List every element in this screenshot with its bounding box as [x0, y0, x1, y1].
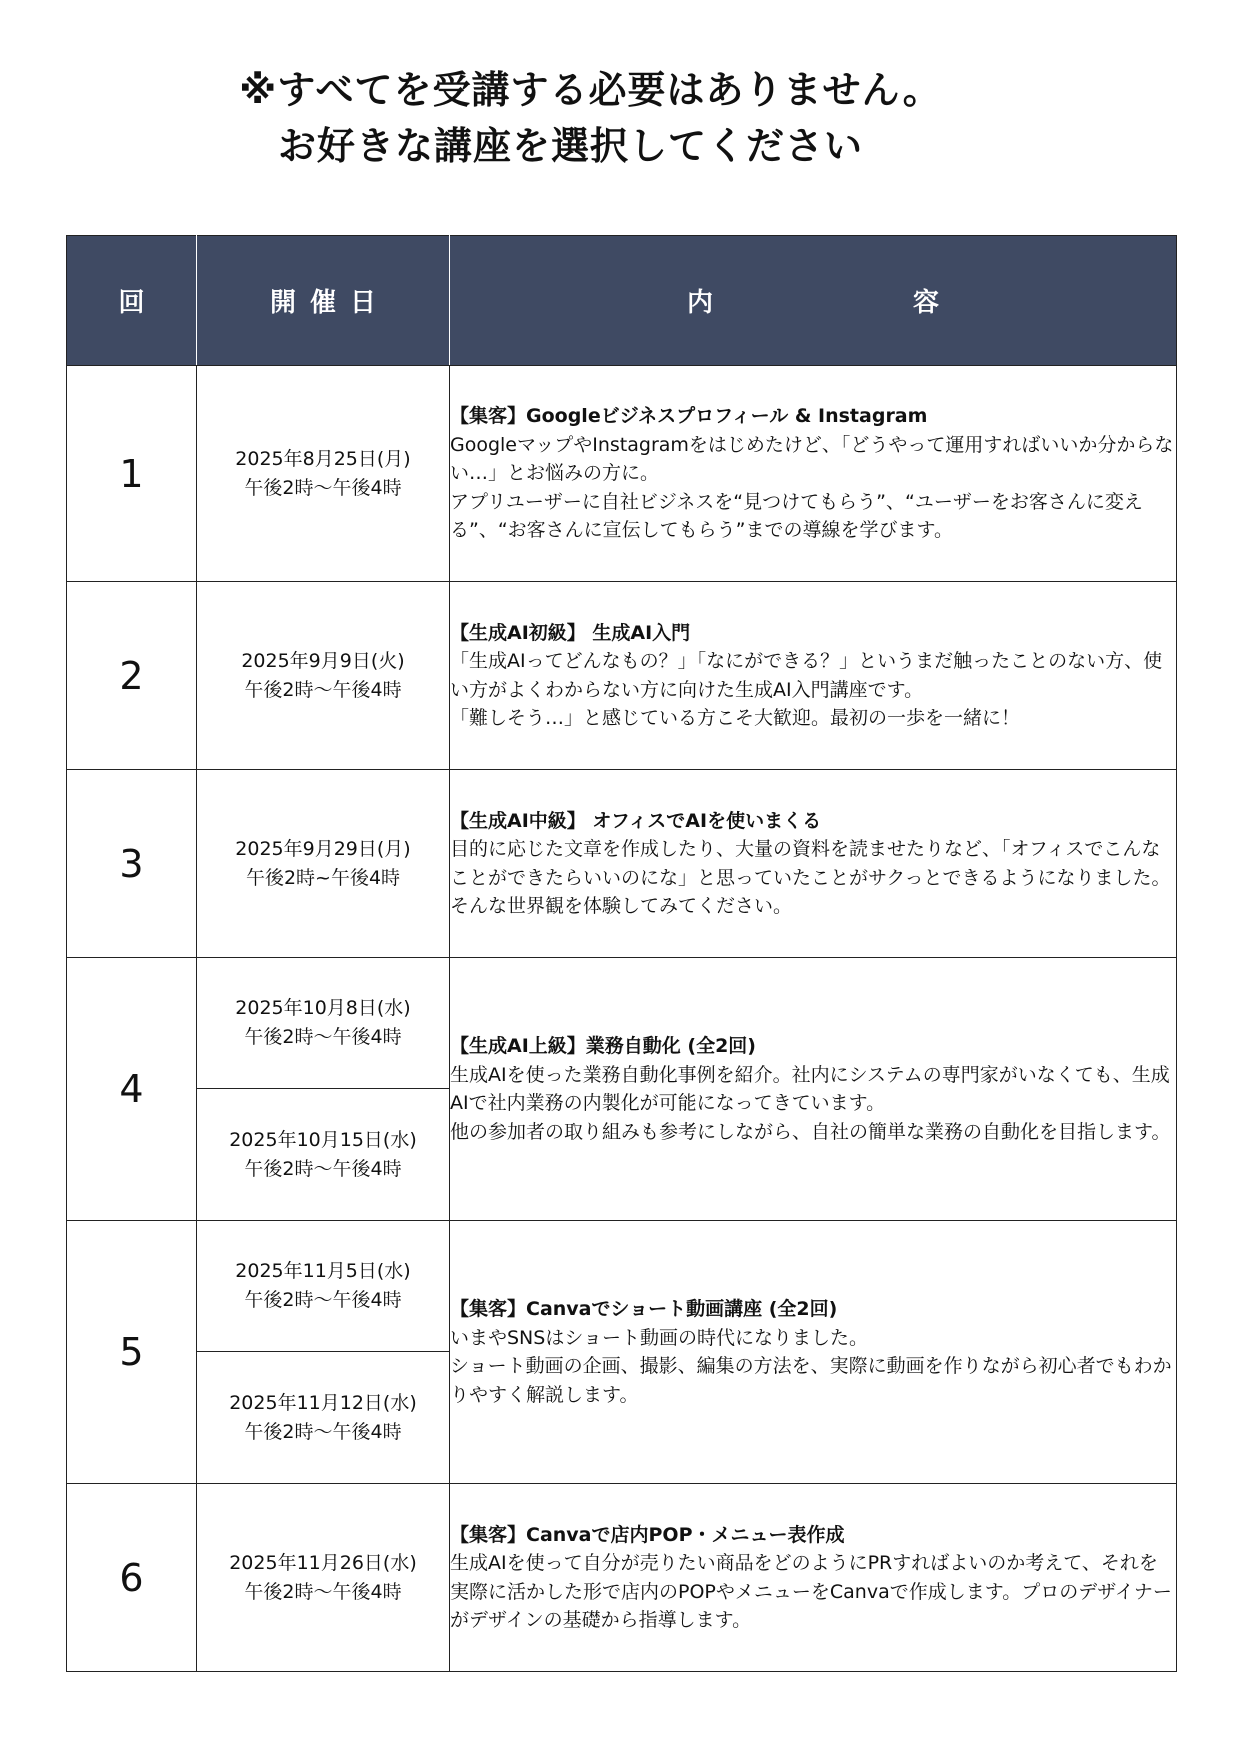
course-title: 【生成AI上級】業務自動化 (全2回)	[450, 1035, 756, 1057]
session-date: 2025年9月29日(月)	[235, 837, 411, 860]
course-description: 「生成AIってどんなもの？」「なにができる？」というまだ触ったことのない方、使い方がよくわからない方に向けた生成AI入門講座です。 「難しそう…」と感じている方こそ大歓迎。最初の一歩を一緒に！	[450, 650, 1163, 729]
session-date-cell	[197, 366, 450, 582]
session-date: 2025年11月26日(水)	[229, 1551, 417, 1574]
table-row	[67, 958, 1177, 1089]
course-title: 【集客】Canvaでショート動画講座 (全2回)	[450, 1298, 838, 1320]
course-schedule-table	[66, 235, 1177, 1672]
round-number: 3	[67, 770, 197, 958]
course-description: 生成AIを使った業務自動化事例を紹介。社内にシステムの専門家がいなくても、生成AIで社内業務の内製化が可能になってきています。 他の参加者の取り組みも参考にしながら、自社の簡単な業務の自動化を目指します。	[450, 1063, 1171, 1143]
session-date: 2025年9月9日(火)	[241, 649, 405, 672]
course-description: GoogleマップやInstagramをはじめたけど、「どうやって運用すればいいか分からない…」とお悩みの方に。 アプリユーザーに自社ビジネスを“見つけてもらう”、“ユーザーをお客さんに変える”、“お客さんに宣伝してもらう”までの導線を学びます。	[450, 433, 1174, 542]
course-description: いまやSNSはショート動画の時代になりました。 ショート動画の企画、撮影、編集の方法を、実際に動画を作りながら初心者でもわかりやすく解説します。	[450, 1326, 1172, 1406]
round-number: 6	[67, 1484, 197, 1672]
session-date-cell	[197, 1221, 450, 1352]
session-time: 午後2時〜午後4時	[244, 476, 402, 499]
table-row	[67, 770, 1177, 958]
session-date-cell	[197, 958, 450, 1089]
session-date-cell	[197, 1089, 450, 1221]
header-content-part-2: 容	[913, 288, 940, 318]
session-time: 午後2時〜午後4時	[244, 678, 402, 701]
course-content	[450, 582, 1177, 770]
table-row	[67, 366, 1177, 582]
page-heading	[0, 62, 1241, 174]
session-date: 2025年10月8日(水)	[235, 997, 411, 1019]
round-number: 5	[67, 1221, 197, 1484]
session-date: 2025年10月15日(水)	[229, 1128, 417, 1151]
session-date: 2025年8月25日(月)	[235, 447, 411, 470]
heading-line-2: お好きな講座を選択してください	[277, 124, 863, 168]
session-date: 2025年11月5日(水)	[235, 1260, 411, 1282]
course-content	[450, 770, 1177, 958]
table-row	[67, 582, 1177, 770]
round-number: 4	[67, 958, 197, 1221]
table-row	[67, 1221, 1177, 1352]
session-date-cell	[197, 1352, 450, 1484]
table-row	[67, 1484, 1177, 1672]
session-time: 午後2時〜午後4時	[244, 1580, 402, 1603]
course-description: 目的に応じた文章を作成したり、大量の資料を読ませたりなど、「オフィスでこんなことができたらいいのにな」と思っていたことがサクっとできるようになりました。そんな世界観を体験してみてください。	[450, 838, 1171, 917]
session-time: 午後2時〜午後4時	[244, 1420, 402, 1443]
course-content	[450, 366, 1177, 582]
session-date-cell	[197, 770, 450, 958]
header-date: 開催日	[197, 236, 450, 366]
header-round: 回	[67, 236, 197, 366]
course-title: 【集客】Canvaで店内POP・メニュー表作成	[450, 1523, 845, 1546]
course-title: 【生成AI初級】 生成AI入門	[450, 621, 691, 644]
session-date-cell	[197, 582, 450, 770]
heading-line-1: ※すべてを受講する必要はありません。	[239, 68, 942, 112]
table-header-row	[67, 236, 1177, 366]
header-content	[450, 236, 1177, 366]
course-title: 【生成AI中級】 オフィスでAIを使いまくる	[450, 809, 822, 832]
session-time: 午後2時~午後4時	[245, 866, 401, 889]
session-time: 午後2時〜午後4時	[244, 1026, 402, 1048]
round-number: 2	[67, 582, 197, 770]
session-time: 午後2時〜午後4時	[244, 1289, 402, 1311]
session-date: 2025年11月12日(水)	[229, 1391, 417, 1414]
course-title: 【集客】Googleビジネスプロフィール & Instagram	[450, 405, 928, 428]
round-number: 1	[67, 366, 197, 582]
course-content	[450, 1484, 1177, 1672]
session-date-cell	[197, 1484, 450, 1672]
session-time: 午後2時〜午後4時	[244, 1157, 402, 1180]
course-content	[450, 958, 1177, 1221]
course-description: 生成AIを使って自分が売りたい商品をどのようにPRすればよいのか考えて、それを実際に活かした形で店内のPOPやメニューをCanvaで作成します。プロのデザイナーがデザインの基礎から指導します。	[450, 1552, 1172, 1631]
course-content	[450, 1221, 1177, 1484]
header-content-part-1: 内	[686, 288, 713, 318]
